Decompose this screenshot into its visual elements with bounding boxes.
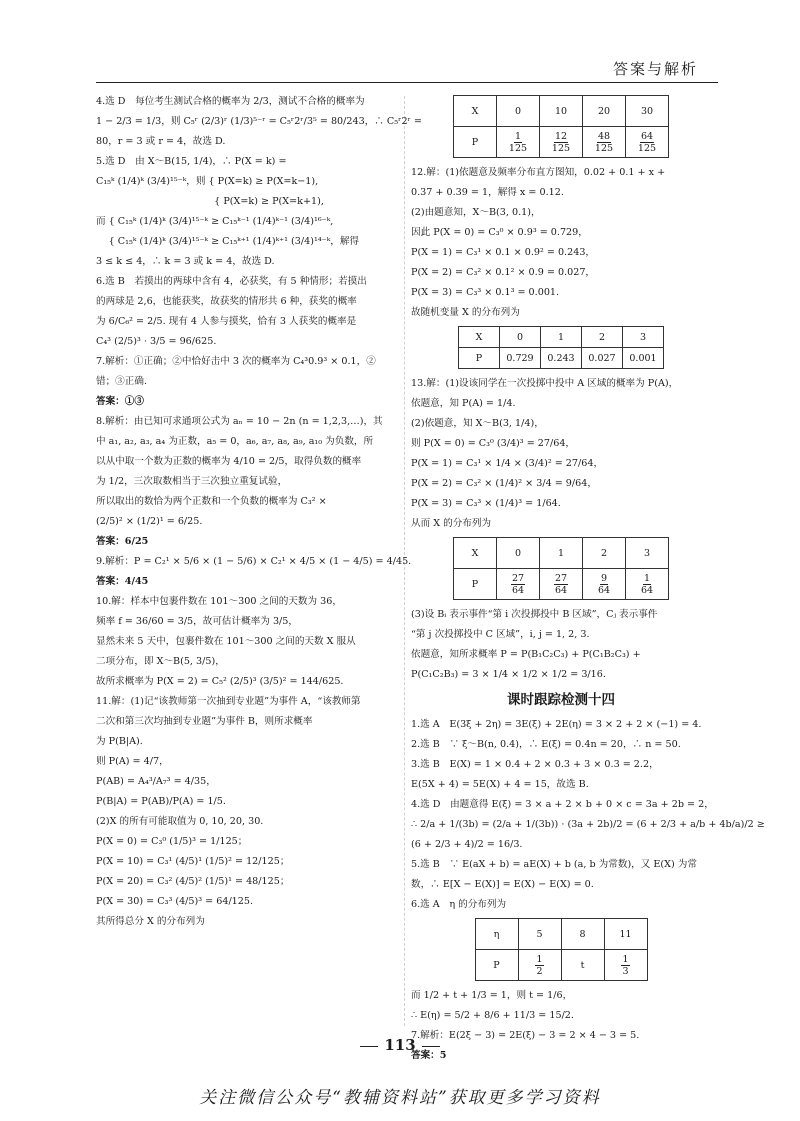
text-line: 答案：4/45 xyxy=(96,576,149,587)
text-line: 因此 P(X = 0) = C₃⁰ × 0.9³ = 0.729， xyxy=(411,227,588,238)
table-header-row xyxy=(475,919,647,950)
right-column xyxy=(411,92,765,1066)
item-13-part2 xyxy=(411,605,711,685)
text-line: 3 ≤ k ≤ 4，∴ k = 3 或 k = 4，故选 D. xyxy=(96,256,275,267)
table-cell: 0.001 xyxy=(623,348,664,369)
text-line: (2/5)² × (1/2)¹ = 6/25. xyxy=(96,516,203,527)
table-item-12-distribution xyxy=(458,326,664,369)
text-line: ∴ E(η) = 5/2 + 8/6 + 11/3 = 15/2. xyxy=(411,1010,574,1021)
text-line: 而 1/2 + t + 1/3 = 1，则 t = 1/6， xyxy=(411,990,573,1001)
text-line: 其所得总分 X 的分布列为 xyxy=(96,916,205,927)
text-line: 9.解析：P = C₂¹ × 5/6 × (1 − 5/6) × C₂¹ × 4/5 × (1 − 4/5) = 4/45. xyxy=(96,556,412,567)
table-cell: 5 xyxy=(518,919,561,950)
table-cell: $\frac{1}{64}$ xyxy=(626,569,669,600)
table-cell: 11 xyxy=(604,919,647,950)
text-line: 错；③正确. xyxy=(96,376,148,387)
table-cell: $\frac{12}{125}$ xyxy=(540,127,583,158)
text-line: P(C₁C₂B₃) = 3 × 1/4 × 1/2 × 1/2 = 3/16. xyxy=(411,669,606,680)
table-cell: P xyxy=(454,569,497,600)
text-line: 7.解析：E(2ξ − 3) = 2E(ξ) − 3 = 2 × 4 − 3 = 5. xyxy=(411,1030,640,1041)
text-line: 依题意，知所求概率 P = P(B₁C₂C₃) + P(C₁B₂C₃) + xyxy=(411,649,641,660)
table-cell: 1 xyxy=(540,538,583,569)
item-4 xyxy=(96,92,422,152)
text-line: 11.解：(1)记“该教师第一次抽到专业题”为事件 A，“该教师第 xyxy=(96,696,361,707)
table-cell: 30 xyxy=(626,96,669,127)
text-line: 显然未来 5 天中，包裹件数在 101～300 之间的天数 X 服从 xyxy=(96,636,356,647)
text-line: 6.选 A η 的分布列为 xyxy=(411,899,507,910)
table-cell: 0.243 xyxy=(541,348,582,369)
table-cell: $\frac{1}{2}$ xyxy=(518,950,561,981)
text-line: (2)由题意知，X～B(3, 0.1)， xyxy=(411,207,541,218)
text-line: { C₁₅ᵏ (1/4)ᵏ (3/4)¹⁵⁻ᵏ ≥ C₁₅ᵏ⁺¹ (1/4)ᵏ⁺¹ (3/4)¹⁴⁻ᵏ，解得 xyxy=(96,236,360,247)
item-7 xyxy=(96,352,398,412)
table-cell: 10 xyxy=(540,96,583,127)
table-cell: 0.729 xyxy=(500,348,541,369)
text-line: (3)设 Bᵢ 表示事件“第 i 次投掷投中 B 区域”，Cⱼ 表示事件 xyxy=(411,609,658,620)
text-line: 为 P(B|A). xyxy=(96,736,143,747)
table-cell: P xyxy=(459,348,500,369)
text-line: 8.解析：由已知可求通项公式为 aₙ = 10 − 2n (n = 1,2,3,…)，其 xyxy=(96,416,383,427)
table-cell: $\frac{27}{64}$ xyxy=(497,569,540,600)
item-12 xyxy=(411,163,711,323)
text-line: P(X = 3) = C₃³ × (1/4)³ = 1/64. xyxy=(411,498,561,509)
text-line: (2)X 的所有可能取值为 0, 10, 20, 30. xyxy=(96,816,264,827)
table-header-row xyxy=(459,327,664,348)
table-cell: 20 xyxy=(583,96,626,127)
table-row xyxy=(454,127,669,158)
text-line: E(5X + 4) = 5E(X) + 4 = 15，故选 B. xyxy=(411,779,589,790)
table-header-row xyxy=(454,96,669,127)
item-5 xyxy=(96,152,398,272)
text-line: 数，∴ E[X − E(X)] = E(X) − E(X) = 0. xyxy=(411,879,594,890)
text-line: 故随机变量 X 的分布列为 xyxy=(411,307,520,318)
text-line: P(B|A) = P(AB)/P(A) = 1/5. xyxy=(96,796,226,807)
table-item-11-distribution xyxy=(453,95,669,158)
table-cell: $\frac{1}{125}$ xyxy=(497,127,540,158)
table-cell: P xyxy=(475,950,518,981)
table-cell: 0 xyxy=(497,538,540,569)
text-line: 为 1/2，三次取数相当于三次独立重复试验， xyxy=(96,476,288,487)
table-cell: X xyxy=(459,327,500,348)
section-items xyxy=(411,715,765,915)
table-item-13-distribution xyxy=(453,537,669,600)
text-line: 4.选 D 每位考生测试合格的概率为 2/3，测试不合格的概率为 xyxy=(96,96,365,107)
text-line: 80，r = 3 或 r = 4，故选 D. xyxy=(96,136,226,147)
text-line: P(X = 10) = C₃¹ (4/5)¹ (1/5)² = 12/125； xyxy=(96,856,290,867)
text-line: 二次和第三次均抽到专业题”为事件 B，则所求概率 xyxy=(96,716,313,727)
text-line: 为 6/C₆² = 2/5. 现有 4 人参与摸奖，恰有 3 人获奖的概率是 xyxy=(96,316,357,327)
text-line: 从而 X 的分布列为 xyxy=(411,518,492,529)
item-10 xyxy=(96,592,398,692)
text-line: 故所求概率为 P(X = 2) = C₅² (2/5)³ (3/5)² = 144/625. xyxy=(96,676,344,687)
table-cell: X xyxy=(454,96,497,127)
table-cell: $\frac{1}{3}$ xyxy=(604,950,647,981)
table-cell: 1 xyxy=(541,327,582,348)
table-cell: P xyxy=(454,127,497,158)
text-line: 答案：6/25 xyxy=(96,536,149,547)
text-line: 7.解析：①正确；②中恰好击中 3 次的概率为 C₄³0.9³ × 0.1，② xyxy=(96,356,376,367)
item-9 xyxy=(96,552,412,592)
text-line: 4.选 D 由题意得 E(ξ) = 3 × a + 2 × b + 0 × c = 3a + 2b = 2， xyxy=(411,799,714,810)
text-line: C₁₅ᵏ (1/4)ᵏ (3/4)¹⁵⁻ᵏ，则 { P(X=k) ≥ P(X=k−1), xyxy=(96,176,319,187)
table-cell: 2 xyxy=(583,538,626,569)
text-line: ∴ 2/a + 1/(3b) = (2/a + 1/(3b)) · (3a + 2b)/2 = (6 + 2/3 + a/b + 4b/a)/2 ≥ xyxy=(411,819,765,830)
text-line: 1.选 A E(3ξ + 2η) = 3E(ξ) + 2E(η) = 3 × 2 + 2 × (−1) = 4. xyxy=(411,719,702,730)
table-cell: X xyxy=(454,538,497,569)
page-header-title: 答案与解析 xyxy=(612,60,698,78)
text-line: P(X = 1) = C₃¹ × 1/4 × (3/4)² = 27/64， xyxy=(411,458,604,469)
text-line: (2)依题意，知 X～B(3, 1/4)， xyxy=(411,418,544,429)
text-line: 依题意，知 P(A) = 1/4. xyxy=(411,398,516,409)
text-line: 而 { C₁₅ᵏ (1/4)ᵏ (3/4)¹⁵⁻ᵏ ≥ C₁₅ᵏ⁻¹ (1/4)ᵏ⁻¹ (3/4)¹⁶⁻ᵏ, xyxy=(96,216,334,227)
text-line: 12.解：(1)依题意及频率分布直方图知，0.02 + 0.1 + x + xyxy=(411,167,666,178)
text-line: P(X = 2) = C₃² × 0.1² × 0.9 = 0.027， xyxy=(411,267,596,278)
text-line: P(X = 30) = C₃³ (4/5)³ = 64/125. xyxy=(96,896,254,907)
left-column xyxy=(96,92,422,932)
text-line: 13.解：(1)设该同学在一次投掷中投中 A 区域的概率为 P(A)， xyxy=(411,378,679,389)
text-line: P(X = 1) = C₃¹ × 0.1 × 0.9² = 0.243， xyxy=(411,247,596,258)
text-line: 频率 f = 36/60 = 3/5，故可估计概率为 3/5， xyxy=(96,616,298,627)
text-line: 10.解：样本中包裹件数在 101～300 之间的天数为 36， xyxy=(96,596,342,607)
text-line: P(X = 2) = C₃² × (1/4)² × 3/4 = 9/64， xyxy=(411,478,597,489)
text-line: 中 a₁, a₂, a₃, a₄ 为正数，a₅ = 0，a₆, a₇, a₈, a₉, a₁₀ 为负数，所 xyxy=(96,436,374,447)
table-row xyxy=(454,569,669,600)
text-line: 0.37 + 0.39 = 1，解得 x = 0.12. xyxy=(411,187,564,198)
text-line: P(X = 20) = C₃² (4/5)² (1/5)¹ = 48/125； xyxy=(96,876,290,887)
table-cell: $\frac{64}{125}$ xyxy=(626,127,669,158)
text-line: 所以取出的数恰为两个正数和一个负数的概率为 C₃² × xyxy=(96,496,327,507)
text-line: 5.选 D 由 X～B(15, 1/4)，∴ P(X = k) = xyxy=(96,156,287,167)
text-line: P(X = 3) = C₃³ × 0.1³ = 0.001. xyxy=(411,287,560,298)
table-item-6-distribution xyxy=(475,918,648,981)
text-line: 答案：5 xyxy=(411,1050,447,1061)
table-cell: 3 xyxy=(626,538,669,569)
text-line: 则 P(X = 0) = C₃⁰ (3/4)³ = 27/64， xyxy=(411,438,576,449)
table-cell: t xyxy=(561,950,604,981)
text-line: 3.选 B E(X) = 1 × 0.4 + 2 × 0.3 + 3 × 0.3 = 2.2， xyxy=(411,759,659,770)
text-line: P(X = 0) = C₃⁰ (1/5)³ = 1/125； xyxy=(96,836,248,847)
table-cell: 8 xyxy=(561,919,604,950)
table-row xyxy=(475,950,647,981)
text-line: 答案：①③ xyxy=(96,396,144,407)
text-line: 1 − 2/3 = 1/3，则 C₅ʳ (2/3)ʳ (1/3)⁵⁻ʳ = C₅ʳ2ʳ/3⁵ = 80/243，∴ C₅ʳ2ʳ = xyxy=(96,116,422,127)
table-cell: η xyxy=(475,919,518,950)
footer-note: 关注微信公众号“教辅资料站”获取更多学习资料 xyxy=(199,1088,601,1108)
text-line: 的两球是 2,6，也能获奖，故获奖的情形共 6 种，获奖的概率 xyxy=(96,296,357,307)
text-line: 二项分布，即 X～B(5, 3/5)， xyxy=(96,656,225,667)
text-line: 以从中取一个数为正数的概率为 4/10 = 2/5，取得负数的概率 xyxy=(96,456,362,467)
section-items-continued xyxy=(411,986,711,1066)
item-11 xyxy=(96,692,398,932)
table-cell: 0 xyxy=(497,96,540,127)
section-title: 课时跟踪检测十四 xyxy=(507,692,615,708)
table-cell: $\frac{27}{64}$ xyxy=(540,569,583,600)
table-cell: 0 xyxy=(500,327,541,348)
text-line: “第 j 次投掷投中 C 区域”，i, j = 1, 2, 3. xyxy=(411,629,590,640)
page-number: 113 xyxy=(340,1036,460,1054)
table-cell: 0.027 xyxy=(582,348,623,369)
table-header-row xyxy=(454,538,669,569)
table-cell: $\frac{9}{64}$ xyxy=(583,569,626,600)
table-cell: 2 xyxy=(582,327,623,348)
header-rule xyxy=(96,82,718,83)
table-row xyxy=(459,348,664,369)
table-cell: 3 xyxy=(623,327,664,348)
item-13-part1 xyxy=(411,374,711,534)
text-line: 5.选 B ∵ E(aX + b) = aE(X) + b (a, b 为常数)，又 E(X) 为常 xyxy=(411,859,697,870)
text-line: P(AB) = A₄³/A₇³ = 4/35， xyxy=(96,776,216,787)
text-line: C₄³ (2/5)³ · 3/5 = 96/625. xyxy=(96,336,217,347)
text-line: 2.选 B ∵ ξ～B(n, 0.4)，∴ E(ξ) = 0.4n = 20，∴ n = 50. xyxy=(411,739,681,750)
item-8 xyxy=(96,412,398,552)
text-line: (6 + 2/3 + 4)/2 = 16/3. xyxy=(411,839,523,850)
item-6 xyxy=(96,272,398,352)
text-line: 则 P(A) = 4/7， xyxy=(96,756,169,767)
text-line: { P(X=k) ≥ P(X=k+1), xyxy=(96,196,324,207)
table-cell: $\frac{48}{125}$ xyxy=(583,127,626,158)
text-line: 6.选 B 若摸出的两球中含有 4，必获奖，有 5 种情形；若摸出 xyxy=(96,276,367,287)
